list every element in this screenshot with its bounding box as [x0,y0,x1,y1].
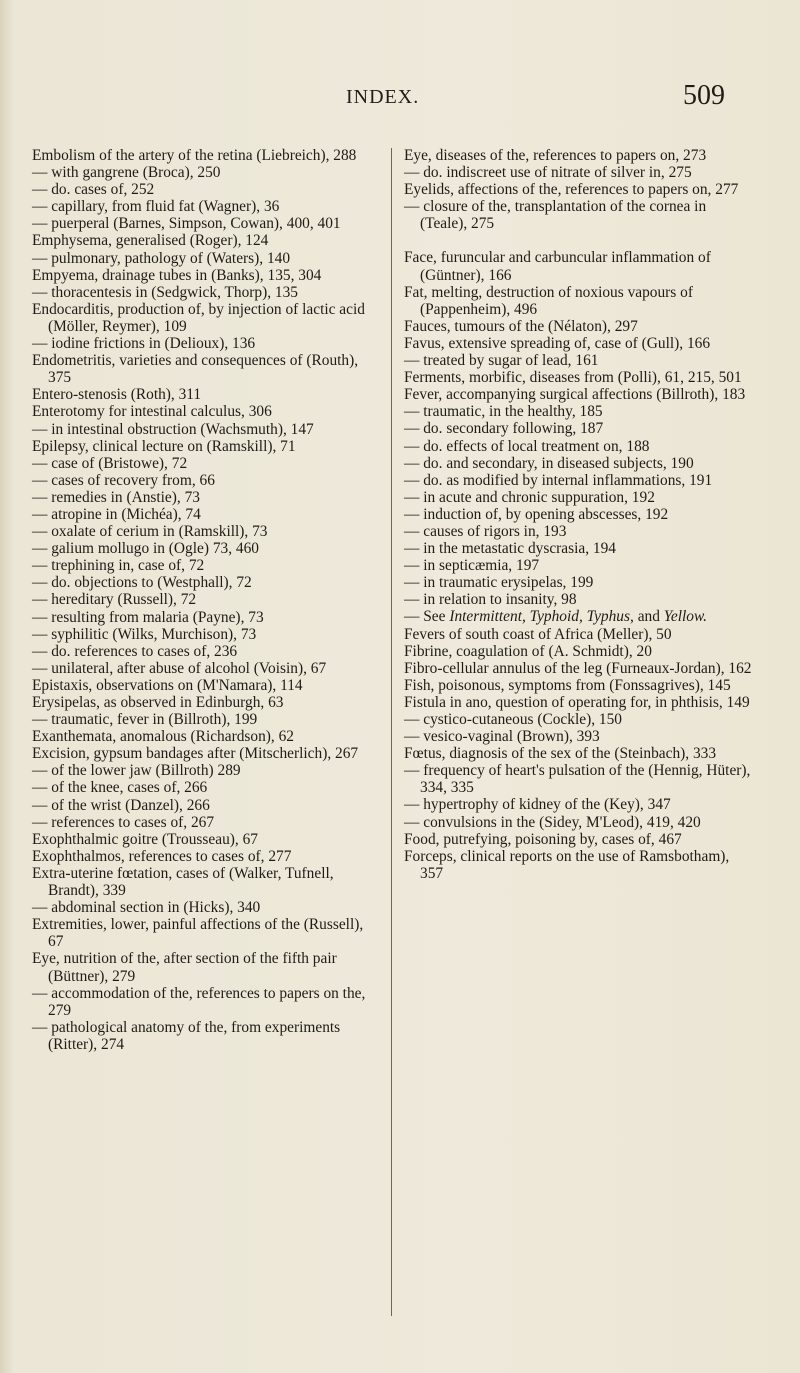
index-entry: — do. cases of, 252 [32,181,155,199]
index-entry: Eye, nutrition of the, after section of the fifth pair (Büttner), 279 [32,950,337,985]
index-entry: Fœtus, diagnosis of the sex of the (Steinbach), 333 [404,745,717,763]
index-entry: Emphysema, generalised (Roger), 124 [32,232,269,250]
index-entry: — of the knee, cases of, 266 [32,779,208,797]
index-entry: Eyelids, affections of the, references to papers on, 277 [404,181,739,199]
index-entry: — oxalate of cerium in (Ramskill), 73 [32,523,268,541]
index-entry: Food, putrefying, poisoning by, cases of, 467 [404,830,682,848]
index-entry: — pulmonary, pathology of (Waters), 140 [32,249,291,267]
index-entry: — do. references to cases of, 236 [32,642,238,660]
index-entry: — causes of rigors in, 193 [404,522,567,540]
index-entry: — trephining in, case of, 72 [32,557,205,575]
entry-text: — See [404,608,450,626]
index-entry: Epistaxis, observations on (M'Namara), 114 [32,676,303,694]
index-entry: Fauces, tumours of the (Nélaton), 297 [404,317,638,335]
index-entry: — references to cases of, 267 [32,813,215,831]
page-title: INDEX. [346,86,420,108]
index-entry: — treated by sugar of lead, 161 [404,352,599,370]
index-entry: — of the lower jaw (Billroth) 289 [32,762,241,780]
index-entry: Extra-uterine fœtation, cases of (Walker, Tufnell, Brandt), 339 [32,864,334,900]
index-entry: — convulsions in the (Sidey, M'Leod), 419, 420 [404,813,701,831]
index-entry: — do. as modified by internal inflammations, 191 [404,471,713,489]
index-entry: — in traumatic erysipelas, 199 [404,574,594,592]
index-entry: — cystico-cutaneous (Cockle), 150 [404,711,622,728]
index-entry: Fevers of south coast of Africa (Meller), 50 [404,625,672,643]
index-entry: — unilateral, after abuse of alcohol (Voisin), 67 [32,659,327,677]
index-entry: — galium mollugo in (Ogle) 73, 460 [32,540,259,558]
index-entry: — cases of recovery from, 66 [32,471,215,489]
column-divider [391,148,392,1316]
index-entry: Empyema, drainage tubes in (Banks), 135, 304 [32,266,322,284]
index-entry: — abdominal section in (Hicks), 340 [32,899,261,917]
index-entry: — atropine in (Michéa), 74 [32,505,201,523]
index-entry: Favus, extensive spreading of, case of (Gull), 166 [404,334,711,352]
index-entry: Exanthemata, anomalous (Richardson), 62 [32,728,294,746]
index-entry: Fibrine, coagulation of (A. Schmidt), 20 [404,642,652,660]
index-entry: Fever, accompanying surgical affections (Billroth), 183 [404,386,746,404]
see-also-term: Intermittent, Typhoid, Typhus, [449,608,634,626]
index-entry: Fibro-cellular annulus of the leg (Furneaux-Jordan), 162 [404,659,752,677]
index-entry: — in intestinal obstruction (Wachsmuth), 147 [32,420,314,438]
index-entry: Endocarditis, production of, by injection of lactic acid (Möller, Reymer), 109 [32,300,365,335]
index-entry: Endometritis, varieties and consequences of (Routh), 375 [32,352,359,387]
index-entry: — in acute and chronic suppuration, 192 [404,488,655,506]
index-entry: — capillary, from fluid fat (Wagner), 36 [32,198,280,216]
index-entry: Face, furuncular and carbuncular inflammation of (Güntner), 166 [404,249,711,284]
index-entry: Excision, gypsum bandages after (Mitscherlich), 267 [32,745,359,763]
index-entry: — in relation to insanity, 98 [404,591,577,609]
index-entry: — case of (Bristowe), 72 [32,454,188,472]
index-entry: Fistula in ano, question of operating for, in phthisis, 149 [404,693,750,711]
index-entry [404,608,753,625]
see-also-term: Yellow. [663,608,707,626]
index-entry: Exophthalmos, references to cases of, 277 [32,847,292,865]
index-column-left [32,147,379,1053]
index-entry: — in the metastatic dyscrasia, 194 [404,540,616,558]
page-number: 509 [683,80,725,111]
index-entry: — iodine frictions in (Delioux), 136 [32,335,256,353]
index-entry: — traumatic, fever in (Billroth), 199 [32,711,258,729]
index-entry: — puerperal (Barnes, Simpson, Cowan), 400, 401 [32,215,341,233]
index-entry: Enterotomy for intestinal calculus, 306 [32,403,272,421]
index-entry: — do. and secondary, in diseased subjects, 190 [404,454,694,472]
index-entry: Ferments, morbific, diseases from (Polli), 61, 215, 501 [404,369,742,387]
index-entry: Epilepsy, clinical lecture on (Ramskill), 71 [32,437,296,455]
index-entry: — resulting from malaria (Payne), 73 [32,608,264,626]
index-entry: — do. indiscreet use of nitrate of silver in, 275 [404,164,692,182]
index-entry: — accommodation of the, references to papers on the, 279 [32,984,366,1019]
index-entry: Fish, poisonous, symptoms from (Fonssagrives), 145 [404,676,731,694]
index-entry: — hereditary (Russell), 72 [32,591,197,609]
index-entry: Forceps, clinical reports on the use of Ramsbotham), 357 [404,847,730,882]
index-entry: — vesico-vaginal (Brown), 393 [404,728,600,746]
index-entry: Entero-stenosis (Roth), 311 [32,386,202,404]
index-entry: — do. objections to (Westphall), 72 [32,574,252,592]
index-entry: — in septicæmia, 197 [404,557,540,575]
index-entry: — syphilitic (Wilks, Murchison), 73 [32,625,257,643]
running-head [0,80,800,116]
index-entry: — closure of the, transplantation of the cornea in (Teale), 275 [404,198,707,233]
index-entry: — remedies in (Anstie), 73 [32,488,200,506]
index-entry: — of the wrist (Danzel), 266 [32,796,210,814]
index-entry: Erysipelas, as observed in Edinburgh, 63 [32,694,284,711]
index-entry: Extremities, lower, painful affections of the (Russell), 67 [32,916,364,951]
index-entry: — traumatic, in the healthy, 185 [404,403,603,421]
index-entry: — hypertrophy of kidney of the (Key), 347 [404,796,671,814]
index-entry: — with gangrene (Broca), 250 [32,164,221,182]
index-entry: — induction of, by opening abscesses, 192 [404,505,669,523]
entry-text: and [633,608,664,626]
index-entry: — frequency of heart's pulsation of the (Hennig, Hüter), 334, 335 [404,762,751,797]
index-entry: Fat, melting, destruction of noxious vapours of (Pappenheim), 496 [404,283,693,318]
index-column-right [404,147,753,882]
index-entry: — do. effects of local treatment on, 188 [404,437,650,455]
index-entry: — pathological anatomy of the, from experiments (Ritter), 274 [32,1018,341,1053]
index-entry: Exophthalmic goitre (Trousseau), 67 [32,830,258,848]
index-entry: — thoracentesis in (Sedgwick, Thorp), 135 [32,283,299,301]
index-entry: Eye, diseases of the, references to papers on, 273 [404,147,707,164]
index-entry: — do. secondary following, 187 [404,420,604,438]
index-entry: Embolism of the artery of the retina (Liebreich), 288 [32,147,357,164]
